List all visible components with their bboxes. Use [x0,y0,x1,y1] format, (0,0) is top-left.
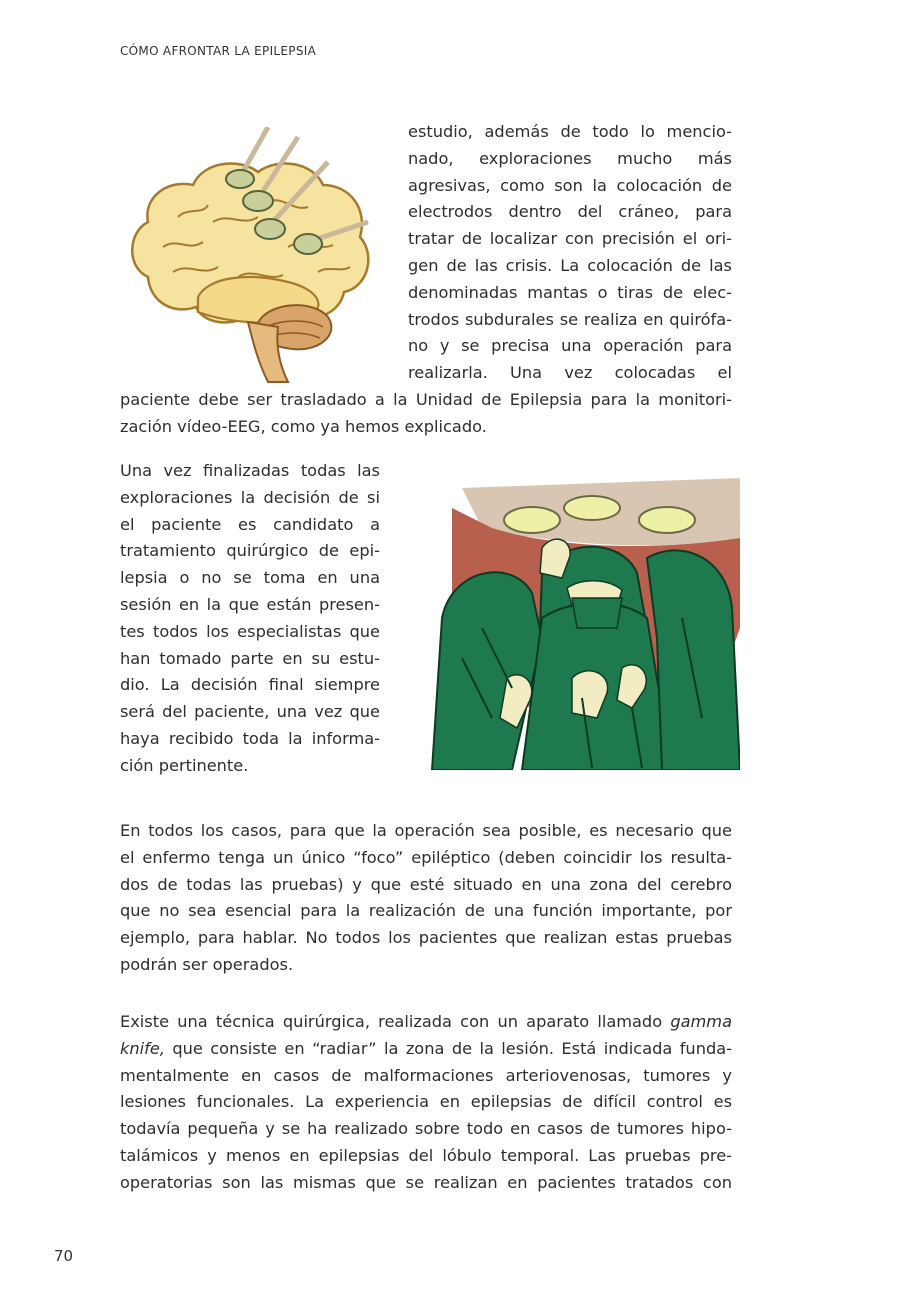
text-line: realizarla. Una vez colocadas el [408,363,732,383]
paragraph-decision [120,458,380,780]
text-line [120,1036,732,1063]
text-line: ción pertinente. [120,755,249,775]
text-line: dos de todas las pruebas) y que esté situado en una zona del cerebro [120,874,732,894]
text-line: estudio, además de todo lo mencio- [408,122,732,141]
text-line: el enfermo tenga un único “foco” epiléptico (deben coincidir los resulta- [120,847,732,867]
text-line [120,1009,732,1036]
text-line: nado, exploraciones mucho más [408,148,732,168]
text-line: lepsia o no se toma en una [120,568,380,588]
text-line: será del paciente, una vez que [120,702,380,722]
text-line: denominadas mantas o tiras de elec- [408,282,732,302]
text-line: electrodos dentro del cráneo, para [408,202,732,222]
text-line: En todos los casos, para que la operación sea posible, es necesario que [120,821,732,840]
paragraph-electrodes [408,119,732,387]
italic-term: knife, [120,1038,165,1058]
text-line: han tomado parte en su estu- [120,648,380,668]
text-line: Una vez finalizadas todas las [120,461,380,480]
text-fragment: que consiste en “radiar” la zona de la lesión. Está indicada funda- [172,1038,732,1058]
text-line: sesión en la que están presen- [120,594,380,614]
text-line: agresivas, como son la colocación de [408,175,732,195]
text-line: dio. La decisión final siempre [120,675,380,695]
paragraph-electrodes-continued [120,387,732,441]
text-line: no y se precisa una operación para [408,336,732,356]
text-line: podrán ser operados. [120,954,294,974]
text-line: que no sea esencial para la realización de una función importante, por [120,901,732,921]
text-line: lesiones funcionales. La experiencia en epilepsias de difícil control es [120,1092,732,1112]
italic-term: gamma [670,1012,732,1031]
text-line: trodos subdurales se realiza en quirófa- [408,309,732,329]
running-header: CÓMO AFRONTAR LA EPILEPSIA [120,44,317,58]
text-line: exploraciones la decisión de si [120,487,380,507]
text-line: gen de las crisis. La colocación de las [408,255,732,275]
text-line: mentalmente en casos de malformaciones arteriovenosas, tumores y [120,1065,732,1085]
text-line: haya recibido toda la informa- [120,728,380,748]
brain-electrodes-illustration [118,127,386,385]
text-line: talámicos y menos en epilepsias del lóbulo temporal. Las pruebas pre- [120,1145,732,1165]
text-line: todavía pequeña y se ha realizado sobre todo en casos de tumores hipo- [120,1119,732,1139]
text-line: ejemplo, para hablar. No todos los pacientes que realizan estas pruebas [120,928,732,948]
text-fragment: Existe una técnica quirúrgica, realizada con un aparato llamado [120,1012,663,1031]
paragraph-gamma-knife [120,1009,732,1197]
surgeons-operating-illustration [422,478,740,770]
page-number: 70 [54,1247,74,1265]
text-line: el paciente es candidato a [120,514,380,534]
text-line: tratar de localizar con precisión el ori- [408,229,732,249]
text-line: paciente debe ser trasladado a la Unidad de Epilepsia para la monitori- [120,390,732,409]
text-line: operatorias son las mismas que se realizan en pacientes tratados con [120,1172,732,1192]
text-line: tes todos los especialistas que [120,621,380,641]
paragraph-conditions [120,818,732,979]
text-line: zación vídeo-EEG, como ya hemos explicado. [120,416,487,436]
text-line: tratamiento quirúrgico de epi- [120,541,380,561]
